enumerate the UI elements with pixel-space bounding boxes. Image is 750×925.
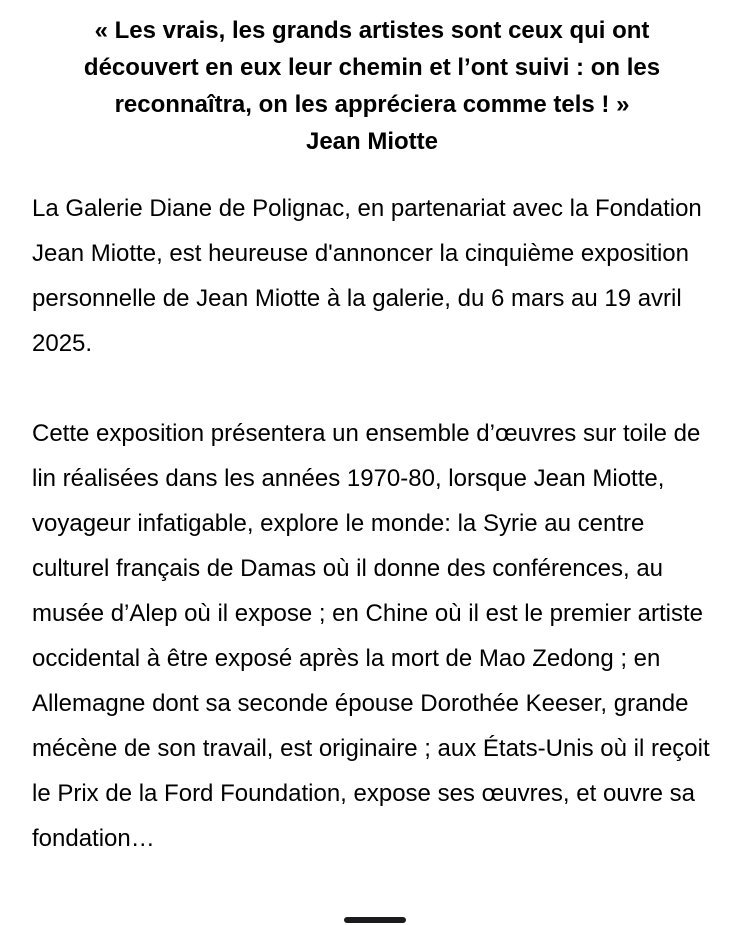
quote-text: « Les vrais, les grands artistes sont ceux qui ont découvert en eux leur chemin et l’ont suivi : on les reconnaîtra, on les appréciera comme tels ! » — [83, 17, 661, 118]
paragraph-exhibition-details: Cette exposition présentera un ensemble d’œuvres sur toile de lin réalisées dans les années 1970-80, lorsque Jean Miotte, voyageur infatigable, explore le monde: la Syrie au centre culturel français de Damas où il donne des conférences, au musée d’Alep où il expose ; en Chine où il est le premier artiste occidental à être exposé après la mort de Mao Zedong ; en Allemagne dont sa seconde épouse Dorothée Keeser, grande mécène de son travail, est originaire ; aux États-Unis où il reçoit le Prix de la Ford Foundation, expose ses œuvres, et ouvre sa fondation… — [32, 420, 710, 852]
home-indicator[interactable] — [344, 917, 406, 923]
paragraph-announcement: La Galerie Diane de Polignac, en partenariat avec la Fondation Jean Miotte, est heureuse d'annoncer la cinquième exposition personnelle de Jean Miotte à la galerie, du 6 mars au 19 avril 2025. — [32, 195, 702, 357]
quote-block — [38, 12, 706, 160]
quote-attribution: Jean Miotte — [305, 128, 439, 155]
